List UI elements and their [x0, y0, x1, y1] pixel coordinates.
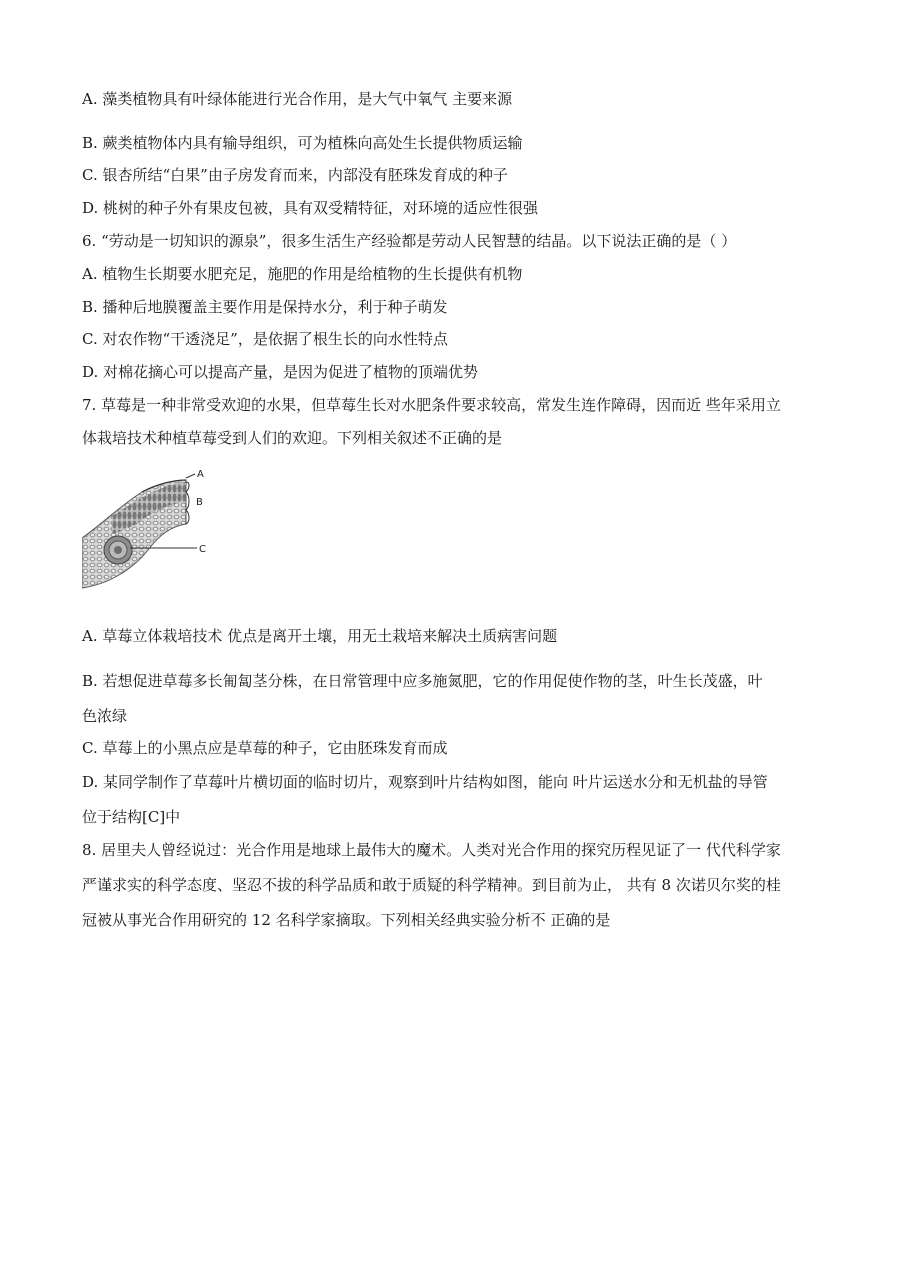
question-8-stem-line1: 8. 居里夫人曾经说过：光合作用是地球上最伟大的魔术。人类对光合作用的探究历程见证了一 代代科学家 — [82, 841, 781, 859]
label-a: A — [197, 469, 204, 480]
option-5b: B. 蕨类植物体内具有输导组织，可为植株向高处生长提供物质运输 — [82, 134, 523, 152]
leaf-cross-section-image — [82, 466, 212, 590]
label-c: C — [199, 544, 206, 555]
option-7c: C. 草莓上的小黑点应是草莓的种子，它由胚珠发育而成 — [82, 739, 448, 757]
option-6c: C. 对农作物“干透浇足”，是依据了根生长的向水性特点 — [82, 330, 448, 348]
question-7-stem-line1: 7. 草莓是一种非常受欢迎的水果，但草莓生长对水肥条件要求较高，常发生连作障碍，因而近 些年采用立 — [82, 396, 781, 414]
option-6a: A. 植物生长期要水肥充足，施肥的作用是给植物的生长提供有机物 — [82, 265, 523, 283]
question-6-stem: 6. “劳动是一切知识的源泉”，很多生活生产经验都是劳动人民智慧的结晶。以下说法正确的是（ ） — [82, 232, 737, 250]
question-8-stem-line2: 严谨求实的科学态度、坚忍不拔的科学品质和敢于质疑的科学精神。到目前为止， 共有 8 次诺贝尔奖的桂 — [82, 876, 781, 894]
option-7b-line2: 色浓绿 — [82, 707, 128, 725]
option-5d: D. 桃树的种子外有果皮包被，具有双受精特征，对环境的适应性很强 — [82, 199, 539, 217]
label-b: B — [196, 497, 203, 508]
option-7b-line1: B. 若想促进草莓多长匍匐茎分株，在日常管理中应多施氮肥，它的作用促使作物的茎，叶生长茂盛，叶 — [82, 672, 763, 690]
option-5c: C. 银杏所结“白果”由子房发育而来，内部没有胚珠发育成的种子 — [82, 166, 508, 184]
question-8-stem-line3: 冠被从事光合作用研究的 12 名科学家摘取。下列相关经典实验分析不 正确的是 — [82, 911, 611, 929]
option-7a: A. 草莓立体栽培技术 优点是离开土壤，用无土栽培来解决土质病害问题 — [82, 627, 558, 645]
option-5a: A. 藻类植物具有叶绿体能进行光合作用，是大气中氧气 主要来源 — [82, 90, 513, 108]
question-7-stem-line2: 体栽培技术种植草莓受到人们的欢迎。下列相关叙述不正确的是 — [82, 429, 503, 447]
option-6d: D. 对棉花摘心可以提高产量，是因为促进了植物的顶端优势 — [82, 363, 479, 381]
option-7d-line2: 位于结构[C]中 — [82, 808, 181, 826]
option-6b: B. 播种后地膜覆盖主要作用是保持水分，利于种子萌发 — [82, 298, 448, 316]
option-7d-line1: D. 某同学制作了草莓叶片横切面的临时切片，观察到叶片结构如图，能向 叶片运送水分和无机盐的导管 — [82, 773, 768, 791]
leaf-cross-section-figure — [82, 466, 212, 590]
